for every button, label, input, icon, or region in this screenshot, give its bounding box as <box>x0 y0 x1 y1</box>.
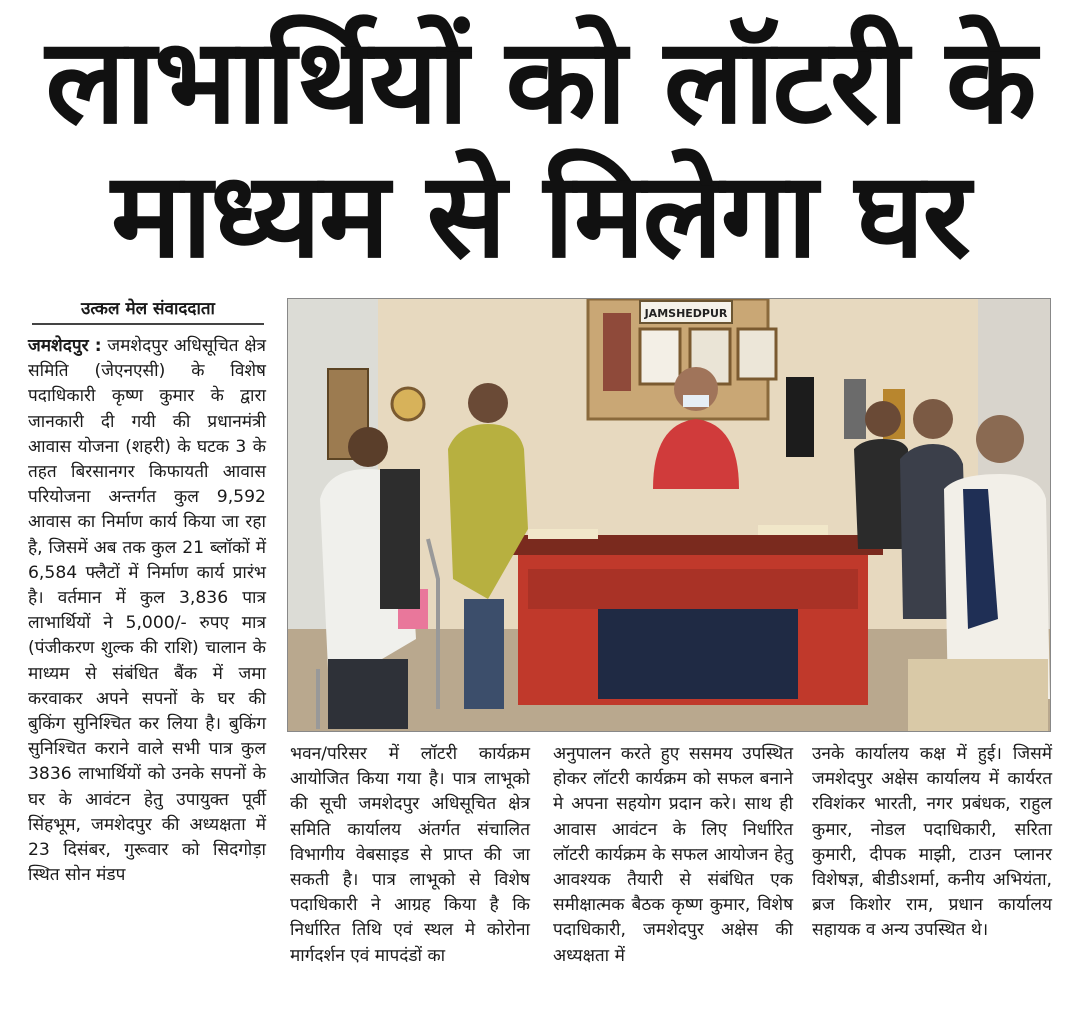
byline: उत्कल मेल संवाददाता <box>32 296 264 325</box>
article-column-3: अनुपालन करते हुए ससमय उपस्थित होकर लॉटरी कार्यक्रम को सफल बनाने मे अपना सहयोग प्रदान करे। साथ ही आवास आवंटन के लिए निर्धारित लॉटरी कार्यक्रम के सफल आयोजन हेतु आवश्यक तैयारी से संबंधित एक समीक्षात्मक बैठक कृष्ण कुमार, विशेष पदाधिकारी, जमशेदपुर अक्षेस की अध्यक्षता में <box>553 744 793 966</box>
article-column-4: उनके कार्यालय कक्ष में हुई। जिसमें जमशेदपुर अक्षेस कार्यालय में कार्यरत रविशंकर भारती, नगर प्रबंधक, राहुल कुमार, नोडल पदाधिकारी, सरिता कुमारी, दीपक माझी, टाउन प्लानर विशेषज्ञ, बीडीऽशर्मा, कनीय अभियंता, ब्रज किशोर राम, प्रधान कार्यालय सहायक व अन्य उपस्थित थे। <box>812 744 1052 941</box>
headline-line-2: माध्यम से मिलेगा घर <box>111 146 969 284</box>
headline-line-1: लाभार्थियों को लॉटरी के <box>45 12 1035 150</box>
meeting-photo <box>287 298 1051 732</box>
meeting-photo-illustration <box>288 299 1050 731</box>
article-column-2: भवन/परिसर में लॉटरी कार्यक्रम आयोजित किया गया है। पात्र लाभूको की सूची जमशेदपुर अधिसूचित क्षेत्र समिति कार्यालय अंतर्गत संचालित विभागीय वेबसाइड से प्राप्त की जा सकती है। पात्र लाभूको से विशेष पदाधिकारी ने आग्रह किया है कि निर्धारित तिथि एवं स्थल मे कोरोना मार्गदर्शन एवं मापदंडों का <box>290 744 530 966</box>
article-column-1 <box>28 334 266 888</box>
dateline: जमशेदपुर : <box>28 336 102 356</box>
wall-sign-text: JAMSHEDPUR <box>644 307 728 320</box>
column-1-text: जमशेदपुर अधिसूचित क्षेत्र समिति (जेएनएसी) के विशेष पदाधिकारी कृष्ण कुमार के द्वारा जानकारी दी गयी की प्रधानमंत्री आवास योजना (शहरी) के घटक 3 के तहत बिरसानगर किफायती आवास परियोजना अन्तर्गत कुल 9,592 आवास का निर्माण कार्य किया जा रहा है, जिसमें अब तक कुल 21 ब्लॉकों में 6,584 फ्लैटों में निर्माण कार्य प्रारंभ है। वर्तमान में कुल 3,836 पात्र लाभार्थियों ने 5,000/- रुपए मात्र (पंजीकरण शुल्क की राशि) चालान के माध्यम से संबंधित बैंक में जमा करवाकर अपने सपनों के घर की बुकिंग सुनिश्चित कर लिया है। बुकिंग सुनिश्चित कराने वाले सभी पात्र कुल 3836 लाभार्थियों को उनके सपनों के घर के आवंटन हेतु उपायुक्त पूर्वी सिंहभूम, जमशेदपुर की अध्यक्षता में 23 दिसंबर, गुरूवार को सिदगोड़ा स्थित सोन मंडप <box>28 336 267 886</box>
